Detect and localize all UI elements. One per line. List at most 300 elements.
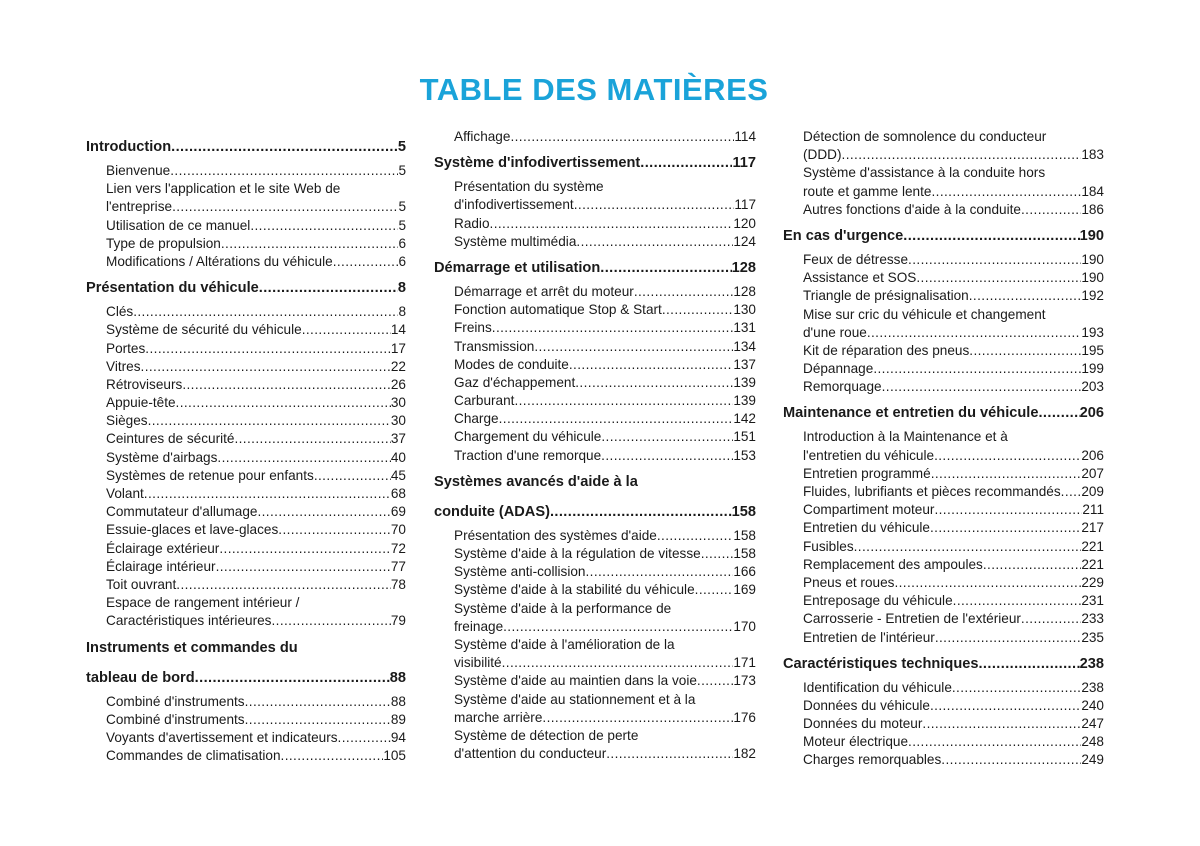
dot-leader — [195, 665, 390, 691]
dot-leader — [931, 183, 1081, 201]
entry-title: Entretien du véhicule — [803, 520, 930, 536]
page-number: 134 — [733, 338, 756, 354]
toc-entry[interactable] — [86, 503, 406, 521]
toc-entry[interactable] — [783, 360, 1104, 378]
page-number: 114 — [734, 129, 756, 144]
toc-entry[interactable] — [783, 592, 1104, 610]
page-number: 171 — [733, 655, 756, 671]
page-number: 30 — [390, 413, 406, 429]
toc-entry[interactable] — [434, 233, 756, 251]
dot-leader — [216, 558, 391, 576]
dot-leader — [576, 233, 733, 251]
page-number: 186 — [1081, 201, 1104, 217]
toc-entry[interactable] — [434, 196, 756, 214]
page-number: 139 — [733, 393, 756, 409]
dot-leader — [542, 709, 733, 727]
toc-entry[interactable] — [434, 563, 756, 581]
page-number: 130 — [733, 302, 756, 318]
section-title: En cas d'urgence — [783, 227, 904, 244]
page-number: 142 — [733, 411, 756, 427]
entry-title: Éclairage extérieur — [106, 540, 220, 556]
dot-leader — [514, 392, 733, 410]
page-number: 14 — [390, 322, 406, 338]
entry-title: Système d'aide à la stabilité du véhicule — [454, 582, 695, 598]
entry-title: visibilité — [454, 655, 502, 671]
toc-entry[interactable] — [86, 467, 406, 485]
toc-entry[interactable] — [783, 697, 1104, 715]
page-number: 173 — [733, 673, 756, 689]
dot-leader — [250, 217, 398, 235]
page-number: 176 — [733, 709, 756, 725]
toc-entry[interactable] — [86, 729, 406, 747]
toc-entry[interactable] — [434, 581, 756, 599]
toc-entry[interactable] — [86, 394, 406, 412]
entry-title-line[interactable]: Introduction à la Maintenance et à — [803, 429, 1008, 445]
entry-title: Systèmes de retenue pour enfants — [106, 467, 314, 483]
dot-leader — [978, 651, 1079, 677]
dot-leader — [969, 342, 1081, 360]
dot-leader — [217, 449, 390, 467]
toc-entry[interactable] — [783, 733, 1104, 751]
toc-entry[interactable] — [434, 745, 756, 763]
entry-title: Carburant — [454, 393, 515, 409]
toc-entry[interactable] — [783, 538, 1104, 556]
toc-column-3 — [783, 128, 1104, 770]
dot-leader — [338, 729, 391, 747]
dot-leader — [170, 162, 398, 180]
dot-leader — [854, 538, 1082, 556]
entry-title: Voyants d'avertissement et indicateurs — [106, 729, 338, 745]
entry-title: Affichage — [454, 129, 511, 144]
entry-title: Chargement du véhicule — [454, 429, 602, 445]
page-number: 209 — [1081, 484, 1104, 499]
entry-title: Sièges — [106, 413, 148, 429]
toc-entry[interactable] — [86, 198, 406, 216]
page-number: 206 — [1081, 447, 1104, 463]
toc-entry[interactable] — [434, 428, 756, 446]
toc-entry[interactable] — [434, 392, 756, 410]
toc-entry[interactable] — [783, 465, 1104, 483]
toc-section[interactable] — [434, 499, 756, 525]
entry-title: Appuie-tête — [106, 395, 176, 411]
page-number: 203 — [1081, 379, 1104, 395]
toc-entry[interactable] — [434, 709, 756, 727]
entry-title-line[interactable]: Lien vers l'application et le site Web de — [106, 181, 341, 197]
page-number: 77 — [390, 558, 406, 574]
entry-title: Vitres — [106, 358, 141, 374]
toc-entry[interactable] — [783, 483, 1104, 501]
toc-entry[interactable] — [86, 612, 406, 630]
entry-title: Kit de réparation des pneus — [803, 342, 970, 358]
toc-entry[interactable] — [783, 251, 1104, 269]
section-title: tableau de bord — [86, 669, 195, 686]
dot-leader — [657, 527, 733, 545]
entry-title-line[interactable]: Système de détection de perte — [454, 727, 639, 743]
toc-entry[interactable] — [434, 654, 756, 672]
page-number: 8 — [398, 304, 406, 320]
toc-section[interactable] — [86, 134, 406, 160]
toc-section[interactable] — [783, 223, 1104, 249]
page-number: 233 — [1081, 611, 1104, 627]
toc-section[interactable] — [86, 275, 406, 301]
toc-entry[interactable] — [783, 574, 1104, 592]
page-number: 68 — [390, 486, 406, 501]
toc-entry[interactable] — [783, 501, 1104, 519]
page-number: 88 — [389, 669, 406, 686]
dot-leader — [695, 581, 734, 599]
dot-leader — [983, 556, 1081, 574]
toc-entry[interactable] — [86, 485, 406, 503]
toc-entry[interactable] — [434, 319, 756, 337]
toc-section[interactable] — [434, 150, 756, 176]
section-title-line[interactable]: Systèmes avancés d'aide à la — [434, 473, 638, 490]
toc-entry[interactable] — [783, 629, 1104, 647]
section-title: Démarrage et utilisation — [434, 259, 601, 276]
dot-leader — [502, 654, 734, 672]
entry-title: Radio — [454, 215, 490, 231]
page-number: 207 — [1081, 465, 1104, 481]
toc-entry[interactable] — [434, 338, 756, 356]
dot-leader — [697, 672, 733, 690]
dot-leader — [606, 745, 733, 763]
toc-entry[interactable] — [434, 215, 756, 233]
page-number: 184 — [1081, 183, 1104, 199]
entry-title-line[interactable]: Système d'aide au stationnement et à la — [454, 691, 696, 707]
page-number: 6 — [398, 253, 406, 269]
dot-leader — [941, 751, 1081, 769]
entry-title: Commutateur d'allumage — [106, 504, 258, 520]
dot-leader — [952, 679, 1081, 697]
dot-leader — [492, 319, 734, 337]
page-number: 120 — [733, 215, 756, 231]
entry-title: Charges remorquables — [803, 752, 942, 768]
dot-leader — [145, 340, 391, 358]
entry-title: d'infodivertissement — [454, 197, 574, 213]
entry-title: Modifications / Altérations du véhicule — [106, 253, 333, 269]
page-number: 190 — [1079, 227, 1104, 244]
page-number: 166 — [733, 564, 756, 580]
toc-entry[interactable] — [434, 356, 756, 374]
dot-leader — [278, 521, 391, 539]
dot-leader — [867, 324, 1081, 342]
toc-entry[interactable] — [86, 412, 406, 430]
dot-leader — [934, 501, 1082, 519]
dot-leader — [916, 269, 1081, 287]
entry-title: marche arrière — [454, 709, 543, 725]
dot-leader — [499, 410, 734, 428]
entry-title: Éclairage intérieur — [106, 558, 216, 574]
dot-leader — [935, 629, 1082, 647]
dot-leader — [333, 253, 399, 271]
dot-leader — [503, 618, 733, 636]
page-number: 158 — [731, 503, 756, 520]
dot-leader — [259, 275, 398, 301]
section-title-line[interactable]: Instruments et commandes du — [86, 639, 298, 656]
dot-leader — [1021, 610, 1081, 628]
toc-entry[interactable] — [783, 287, 1104, 305]
dot-leader — [574, 196, 735, 214]
entry-title: Autres fonctions d'aide à la conduite — [803, 201, 1021, 217]
page-number: 5 — [398, 199, 406, 215]
entry-title: Données du moteur — [803, 716, 923, 732]
page-number: 170 — [733, 618, 756, 634]
page-number: 8 — [397, 280, 406, 297]
page-number: 40 — [390, 449, 406, 465]
page-number: 45 — [390, 467, 406, 483]
entry-title: Gaz d'échappement — [454, 374, 576, 390]
toc-entry[interactable] — [434, 527, 756, 545]
toc-entry[interactable] — [434, 410, 756, 428]
dot-leader — [585, 563, 733, 581]
toc-entry[interactable] — [86, 558, 406, 576]
toc-section[interactable] — [783, 651, 1104, 677]
dot-leader — [908, 251, 1081, 269]
toc-entry[interactable] — [783, 378, 1104, 396]
entry-title: d'attention du conducteur — [454, 746, 607, 762]
entry-title: Données du véhicule — [803, 697, 930, 713]
dot-leader — [930, 519, 1081, 537]
entry-title-line[interactable]: Détection de somnolence du conducteur — [803, 129, 1047, 144]
section-title: Système d'infodivertissement — [434, 155, 641, 172]
page-number: 190 — [1081, 270, 1104, 286]
entry-title: Caractéristiques intérieures — [106, 613, 272, 629]
toc-entry[interactable] — [434, 447, 756, 465]
toc-entry[interactable] — [783, 556, 1104, 574]
toc-entry[interactable] — [434, 301, 756, 319]
page-number: 89 — [390, 711, 406, 727]
toc-entry[interactable] — [434, 374, 756, 392]
toc-entry[interactable] — [783, 715, 1104, 733]
dot-leader — [550, 499, 732, 525]
toc-entry[interactable] — [434, 545, 756, 563]
page-number: 249 — [1081, 752, 1104, 768]
page-number: 17 — [390, 340, 406, 356]
entry-title: d'une roue — [803, 324, 867, 340]
page-number: 206 — [1079, 405, 1104, 422]
entry-title: Pneus et roues — [803, 574, 895, 590]
toc-entry[interactable] — [783, 610, 1104, 628]
page-number: 151 — [733, 429, 756, 445]
entry-title: Volant — [106, 486, 144, 501]
entry-title: Moteur électrique — [803, 734, 909, 750]
dot-leader — [634, 283, 733, 301]
dot-leader — [601, 447, 733, 465]
dot-leader — [662, 301, 734, 319]
page-number: 235 — [1081, 629, 1104, 645]
entry-title: Rétroviseurs — [106, 376, 183, 392]
toc-entry[interactable] — [783, 146, 1104, 164]
entry-title: Type de propulsion — [106, 235, 221, 251]
toc-entry[interactable] — [86, 747, 406, 765]
entry-title-line[interactable]: Mise sur cric du véhicule et changement — [803, 306, 1046, 322]
entry-title-line[interactable]: Système d'assistance à la conduite hors — [803, 165, 1046, 181]
entry-title: route et gamme lente — [803, 183, 932, 199]
toc-entry[interactable] — [86, 449, 406, 467]
toc-section[interactable] — [86, 665, 406, 691]
entry-title-line[interactable]: Présentation du système — [454, 179, 604, 195]
page-number: 5 — [398, 217, 406, 233]
page-number: 139 — [733, 374, 756, 390]
dot-leader — [281, 747, 384, 765]
entry-title: Fonction automatique Stop & Start — [454, 302, 662, 318]
dot-leader — [953, 592, 1082, 610]
section-title: conduite (ADAS) — [434, 503, 550, 520]
entry-title: Assistance et SOS — [803, 270, 917, 286]
page-number: 158 — [733, 527, 756, 543]
toc-entry[interactable] — [86, 711, 406, 729]
page-number: 221 — [1081, 556, 1104, 572]
entry-title: Utilisation de ce manuel — [106, 217, 251, 233]
entry-title: Démarrage et arrêt du moteur — [454, 283, 634, 299]
toc-entry[interactable] — [86, 340, 406, 358]
toc-entry[interactable] — [783, 519, 1104, 537]
toc-entry[interactable] — [434, 128, 756, 146]
entry-title: Présentation des systèmes d'aide — [454, 527, 657, 543]
dot-leader — [882, 378, 1082, 396]
dot-leader — [176, 576, 391, 594]
toc-entry[interactable] — [434, 283, 756, 301]
dot-leader — [176, 394, 391, 412]
page-number: 195 — [1081, 342, 1104, 358]
toc-entry[interactable] — [783, 342, 1104, 360]
toc-entry[interactable] — [86, 217, 406, 235]
page-number: 247 — [1081, 716, 1104, 732]
entry-title: Remorquage — [803, 379, 882, 395]
dot-leader — [302, 321, 391, 339]
dot-leader — [640, 150, 732, 176]
page-number: 70 — [390, 522, 406, 538]
dot-leader — [842, 146, 1082, 164]
entry-title: Freins — [454, 320, 492, 336]
dot-leader — [221, 235, 399, 253]
page-number: 117 — [732, 155, 756, 172]
entry-title: Dépannage — [803, 361, 874, 377]
entry-title: Identification du véhicule — [803, 679, 952, 695]
toc-entry[interactable] — [434, 672, 756, 690]
entry-title: Fusibles — [803, 538, 854, 554]
toc-entry[interactable] — [86, 430, 406, 448]
entry-title: (DDD) — [803, 147, 842, 163]
page-number: 169 — [733, 582, 756, 598]
dot-leader — [1021, 201, 1081, 219]
toc-entry[interactable] — [86, 162, 406, 180]
entry-title: Charge — [454, 411, 499, 427]
toc-entry[interactable] — [86, 521, 406, 539]
page-number: 183 — [1081, 147, 1104, 163]
dot-leader — [908, 733, 1081, 751]
page-number: 5 — [398, 163, 406, 178]
entry-title: Modes de conduite — [454, 356, 569, 372]
page-number: 193 — [1081, 324, 1104, 340]
toc-entry[interactable] — [783, 751, 1104, 769]
page-number: 221 — [1081, 538, 1104, 554]
page-number: 153 — [733, 447, 756, 463]
entry-title: Triangle de présignalisation — [803, 288, 969, 304]
toc-entry[interactable] — [434, 618, 756, 636]
toc-entry[interactable] — [86, 321, 406, 339]
page-number: 88 — [390, 693, 406, 709]
entry-title: Système d'airbags — [106, 449, 218, 465]
entry-title: l'entretien du véhicule — [803, 447, 935, 463]
page-number: 231 — [1081, 593, 1104, 609]
page-number: 137 — [733, 356, 756, 372]
entry-title-line[interactable]: Système d'aide à l'amélioration de la — [454, 636, 675, 652]
toc-entry[interactable] — [783, 201, 1104, 219]
entry-title: Combiné d'instruments — [106, 711, 245, 727]
section-title: Introduction — [86, 139, 172, 155]
entry-title: Système de sécurité du véhicule — [106, 322, 302, 338]
dot-leader — [922, 715, 1081, 733]
dot-leader — [172, 198, 398, 216]
page-number: 238 — [1079, 655, 1104, 672]
page-number: 79 — [390, 613, 406, 629]
page-number: 240 — [1081, 697, 1104, 713]
page-number: 72 — [390, 540, 406, 556]
entry-title-line[interactable]: Système d'aide à la performance de — [454, 600, 672, 616]
toc-entry[interactable] — [783, 269, 1104, 287]
entry-title: Fluides, lubrifiants et pièces recommandés — [803, 484, 1061, 499]
toc-entry[interactable] — [86, 253, 406, 271]
entry-title: Système d'aide au maintien dans la voie — [454, 673, 697, 689]
entry-title: Toit ouvrant — [106, 576, 177, 592]
dot-leader — [873, 360, 1081, 378]
page-number: 211 — [1082, 502, 1104, 518]
page-number: 105 — [383, 748, 406, 764]
entry-title: Essuie-glaces et lave-glaces — [106, 522, 279, 538]
page-number: 69 — [390, 504, 406, 520]
dot-leader — [534, 338, 733, 356]
page-number: 78 — [390, 576, 406, 592]
dot-leader — [575, 374, 733, 392]
page-number: 131 — [733, 320, 756, 336]
entry-title: Portes — [106, 340, 146, 356]
entry-title: Entretien programmé — [803, 465, 931, 481]
dot-leader — [1061, 483, 1082, 501]
entry-title: Bienvenue — [106, 163, 171, 178]
dot-leader — [490, 215, 734, 233]
dot-leader — [245, 693, 391, 711]
page-number: 30 — [390, 395, 406, 411]
dot-leader — [903, 223, 1079, 249]
dot-leader — [148, 412, 391, 430]
entry-title: Entretien de l'intérieur — [803, 629, 935, 645]
entry-title: Compartiment moteur — [803, 502, 935, 518]
toc-entry[interactable] — [783, 183, 1104, 201]
toc-entry[interactable] — [86, 540, 406, 558]
toc-entry[interactable] — [86, 576, 406, 594]
toc-entry[interactable] — [86, 358, 406, 376]
entry-title-line[interactable]: Espace de rangement intérieur / — [106, 595, 300, 611]
dot-leader — [934, 447, 1081, 465]
toc-entry[interactable] — [86, 376, 406, 394]
toc-entry[interactable] — [86, 303, 406, 321]
dot-leader — [141, 358, 391, 376]
toc-entry[interactable] — [86, 235, 406, 253]
dot-leader — [894, 574, 1081, 592]
toc-entry[interactable] — [783, 447, 1104, 465]
toc-section[interactable] — [434, 255, 756, 281]
toc-entry[interactable] — [783, 679, 1104, 697]
page-number: 22 — [390, 358, 406, 374]
toc-entry[interactable] — [86, 693, 406, 711]
toc-entry[interactable] — [783, 324, 1104, 342]
toc-section[interactable] — [783, 400, 1104, 426]
dot-leader — [569, 356, 733, 374]
page-title: TABLE DES MATIÈRES — [419, 72, 769, 107]
page-number: 6 — [398, 235, 406, 251]
entry-title: Carrosserie - Entretien de l'extérieur — [803, 611, 1021, 627]
entry-title: Système d'aide à la régulation de vitesse — [454, 546, 701, 561]
